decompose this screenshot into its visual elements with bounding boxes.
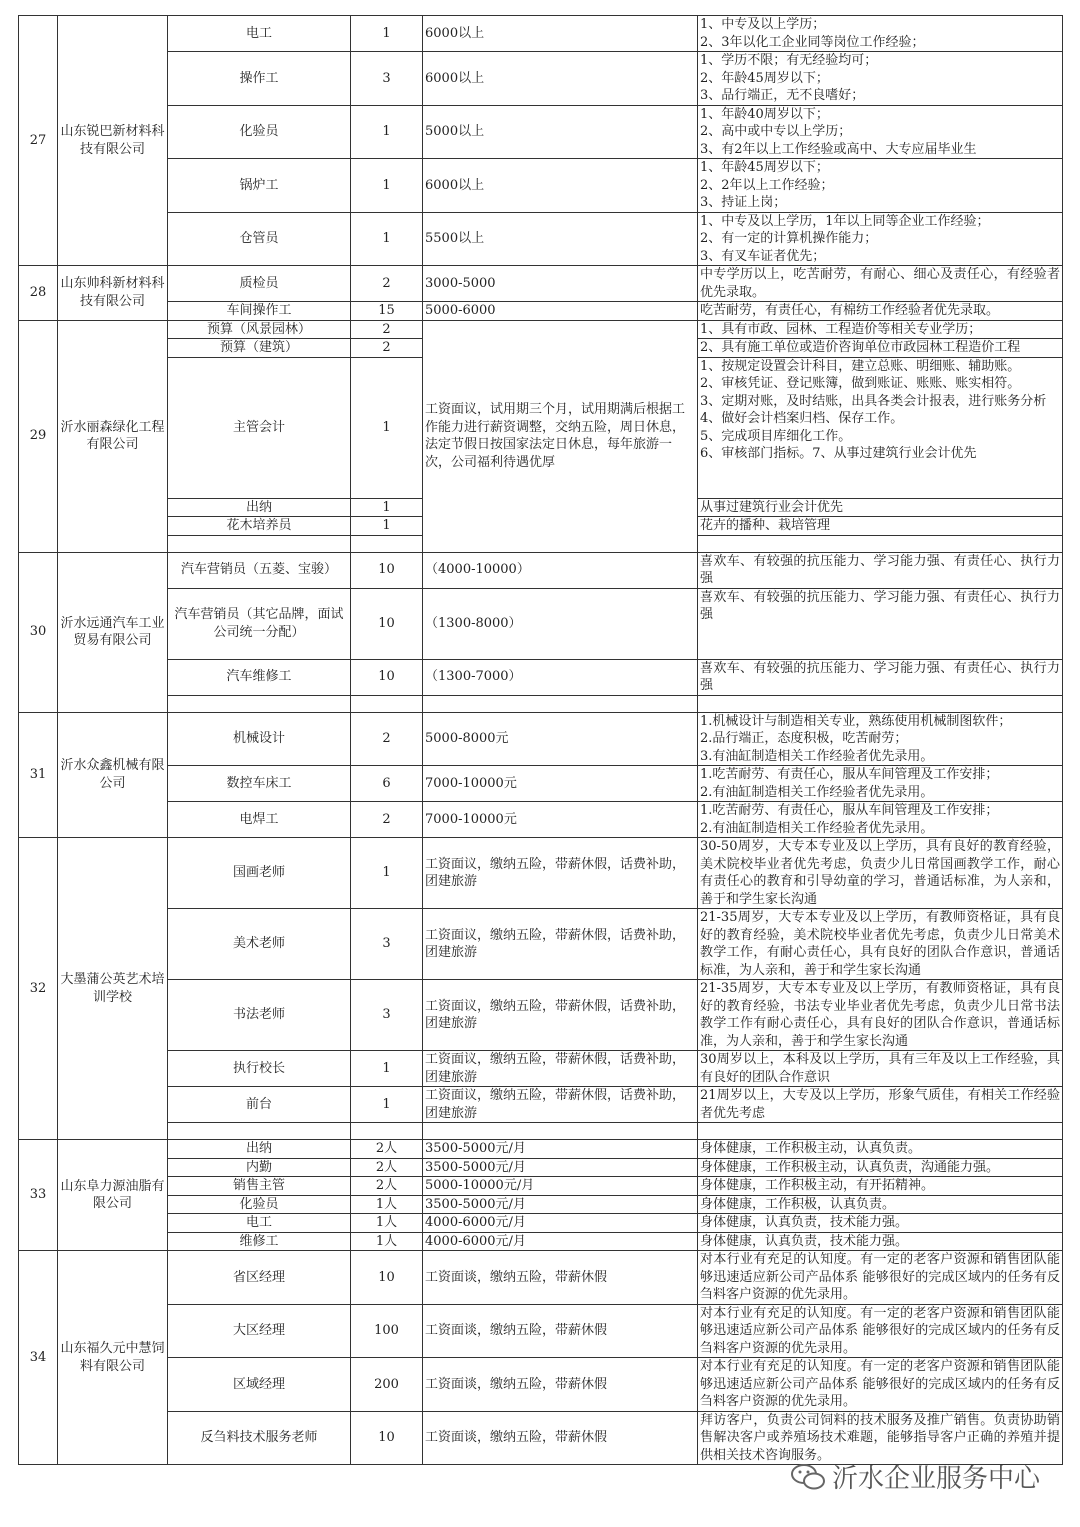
requirements: 1、中专及以上学历； 2、3年以化工企业同等岗位工作经验； [698,16,1063,52]
requirements: 1.吃苦耐劳、有责任心，服从车间管理及工作安排； 2.有油缸制造相关工作经验者优先录用。 [698,802,1063,838]
requirements: 喜欢车、有较强的抗压能力、学习能力强、有责任心、执行力强 [698,659,1063,695]
requirements: 1、具有市政、园林、工程造价等相关专业学历； [698,320,1063,339]
salary: 工资面议，缴纳五险，带薪休假，话费补助，团建旅游 [423,838,698,909]
headcount: 1 [351,212,423,266]
headcount: 3 [351,980,423,1051]
headcount: 200 [351,1358,423,1412]
position: 维修工 [168,1232,351,1251]
table-row [19,1251,1063,1305]
requirements: 1.吃苦耐劳、有责任心，服从车间管理及工作安排； 2.有油缸制造相关工作经验者优先录用。 [698,766,1063,802]
requirements: 身体健康，工作积极主动，有开拓精神。 [698,1177,1063,1196]
position [168,535,351,552]
position: 预算（建筑） [168,339,351,358]
salary: （1300-8000） [423,588,698,659]
position: 省区经理 [168,1251,351,1305]
headcount: 2 [351,802,423,838]
salary: 4000-6000元/月 [423,1214,698,1233]
headcount [351,1123,423,1140]
position: 操作工 [168,52,351,106]
table-row [19,838,1063,909]
table-row [19,212,1063,266]
position: 汽车营销员（其它品牌，面试公司统一分配） [168,588,351,659]
salary: 3500-5000元/月 [423,1195,698,1214]
salary: 5000-10000元/月 [423,1177,698,1196]
requirements: 中专学历以上，吃苦耐劳，有耐心、细心及责任心，有经验者优先录取。 [698,266,1063,302]
position: 质检员 [168,266,351,302]
headcount: 1人 [351,1232,423,1251]
salary: 5000以上 [423,105,698,159]
table-row [19,1177,1063,1196]
salary [423,1123,698,1140]
salary: 7000-10000元 [423,766,698,802]
position: 前台 [168,1087,351,1123]
headcount: 3 [351,52,423,106]
table-row [19,1087,1063,1123]
requirements [698,695,1063,712]
headcount: 10 [351,1411,423,1465]
salary: 工资面谈，缴纳五险，带薪休假 [423,1304,698,1358]
headcount: 1 [351,159,423,213]
headcount: 1 [351,1051,423,1087]
requirements: 1、年龄45周岁以下； 2、2年以上工作经验； 3、持证上岗； [698,159,1063,213]
salary: 3000-5000 [423,266,698,302]
headcount: 2人 [351,1158,423,1177]
headcount: 100 [351,1304,423,1358]
position [168,695,351,712]
table-row [19,980,1063,1051]
table-row [19,1411,1063,1465]
requirements: 30周岁以上，本科及以上学历，具有三年及以上工作经验，具有良好的团队合作意识 [698,1051,1063,1087]
requirements: 从事过建筑行业会计优先 [698,498,1063,517]
requirements: 对本行业有充足的认知度。有一定的老客户资源和销售团队能够迅速适应新公司产品体系 能够很好的完成区域内的任务有反刍料客户资源的优先录用。 [698,1358,1063,1412]
position [168,1123,351,1140]
salary: 工资面议，试用期三个月，试用期满后根据工作能力进行薪资调整，交纳五险，周日休息，法定节假日按国家法定日休息，每年旅游一次，公司福利待遇优厚 [423,320,698,552]
requirements: 拜访客户，负责公司饲料的技术服务及推广销售。负责协助销售解决客户或养殖场技术难题，能够指导客户正确的养殖并提供相关技术咨询服务。 [698,1411,1063,1465]
salary: 5500以上 [423,212,698,266]
row-number: 34 [19,1251,58,1465]
headcount: 1人 [351,1195,423,1214]
table-row [19,1123,1063,1140]
position: 数控车床工 [168,766,351,802]
table-row [19,1214,1063,1233]
headcount: 1人 [351,1214,423,1233]
position: 反刍料技术服务老师 [168,1411,351,1465]
headcount: 10 [351,588,423,659]
position: 花木培养员 [168,517,351,536]
position: 国画老师 [168,838,351,909]
salary: 4000-6000元/月 [423,1232,698,1251]
table-row [19,1232,1063,1251]
table-row [19,302,1063,321]
table-row [19,1158,1063,1177]
company-name: 沂水众鑫机械有限公司 [58,712,168,838]
table-row [19,52,1063,106]
watermark-text: 沂水企业服务中心 [832,1464,1041,1494]
headcount: 2人 [351,1177,423,1196]
headcount: 1 [351,105,423,159]
headcount: 1 [351,357,423,498]
table-row [19,712,1063,766]
position: 销售主管 [168,1177,351,1196]
job-table [18,15,1063,1465]
salary: 5000-8000元 [423,712,698,766]
position: 电焊工 [168,802,351,838]
requirements: 花卉的播种、栽培管理 [698,517,1063,536]
requirements: 1、中专及以上学历，1年以上同等企业工作经验； 2、有一定的计算机操作能力； 3、有叉车证者优先； [698,212,1063,266]
position: 内勤 [168,1158,351,1177]
position: 电工 [168,1214,351,1233]
requirements: 身体健康，工作积极，认真负责。 [698,1195,1063,1214]
position: 区域经理 [168,1358,351,1412]
position: 书法老师 [168,980,351,1051]
row-number: 27 [19,16,58,266]
headcount: 10 [351,552,423,588]
requirements: 喜欢车、有较强的抗压能力、学习能力强、有责任心、执行力强 [698,552,1063,588]
position: 汽车营销员（五菱、宝骏） [168,552,351,588]
salary: 工资面谈，缴纳五险，带薪休假 [423,1251,698,1305]
position: 预算（风景园林） [168,320,351,339]
position: 化验员 [168,105,351,159]
headcount: 2 [351,712,423,766]
watermark [790,1458,1040,1495]
salary: 3500-5000元/月 [423,1158,698,1177]
salary: （1300-7000） [423,659,698,695]
salary: 6000以上 [423,159,698,213]
position: 大区经理 [168,1304,351,1358]
headcount: 2 [351,320,423,339]
position: 汽车维修工 [168,659,351,695]
row-number: 29 [19,320,58,552]
company-name: 沂水丽森绿化工程有限公司 [58,320,168,552]
requirements: 吃苦耐劳，有责任心，有棉纺工作经验者优先录取。 [698,302,1063,321]
requirements: 21-35周岁，大专本专业及以上学历，有教师资格证，具有良好的教育经验，美术院校毕业者优先考虑，负责少儿日常美术教学工作，有耐心责任心，具有良好的团队合作意识，普通话标准，为人亲和，善于和学生家长沟通 [698,909,1063,980]
salary: 工资面议，缴纳五险，带薪休假，话费补助，团建旅游 [423,909,698,980]
headcount: 1 [351,16,423,52]
salary: 7000-10000元 [423,802,698,838]
position: 电工 [168,16,351,52]
company-name: 山东帅科新材料科技有限公司 [58,266,168,321]
company-name: 山东阜力源油脂有限公司 [58,1140,168,1251]
position: 车间操作工 [168,302,351,321]
table-row [19,552,1063,588]
requirements: 21周岁以上，大专及以上学历，形象气质佳，有相关工作经验者优先考虑 [698,1087,1063,1123]
position: 化验员 [168,1195,351,1214]
headcount [351,695,423,712]
company-name: 沂水远通汽车工业贸易有限公司 [58,552,168,712]
table-row [19,16,1063,52]
salary: 6000以上 [423,52,698,106]
company-name: 山东福久元中慧饲料有限公司 [58,1251,168,1465]
table-row [19,1304,1063,1358]
table-row [19,159,1063,213]
salary [423,695,698,712]
table-row [19,766,1063,802]
table-row [19,1140,1063,1159]
requirements: 1、学历不限；有无经验均可； 2、年龄45周岁以下； 3、品行端正，无不良嗜好； [698,52,1063,106]
company-name: 山东锐巴新材料科技有限公司 [58,16,168,266]
requirements: 身体健康，认真负责，技术能力强。 [698,1214,1063,1233]
requirements: 1、按规定设置会计科目，建立总账、明细账、辅助账。 2、审核凭证、登记账簿，做到账证、账账、账实相符。 3、定期对账，及时结账，出具各类会计报表，进行账务分析 4、做好会计档案归档、保存工作。 5、完成项目库细化工作。 6、审核部门指标。7、从事过建筑行业会计优先 [698,357,1063,498]
requirements [698,535,1063,552]
headcount: 15 [351,302,423,321]
row-number: 31 [19,712,58,838]
headcount: 1 [351,517,423,536]
salary: 6000以上 [423,16,698,52]
headcount: 10 [351,1251,423,1305]
table-row [19,695,1063,712]
requirements: 对本行业有充足的认知度。有一定的老客户资源和销售团队能够迅速适应新公司产品体系 能够很好的完成区域内的任务有反刍料客户资源的优先录用。 [698,1304,1063,1358]
table-row [19,320,1063,339]
position: 机械设计 [168,712,351,766]
table-row [19,105,1063,159]
salary: 工资面议，缴纳五险，带薪休假，话费补助，团建旅游 [423,980,698,1051]
row-number: 28 [19,266,58,321]
position: 美术老师 [168,909,351,980]
salary: 5000-6000 [423,302,698,321]
table-row [19,588,1063,659]
headcount: 2 [351,266,423,302]
position: 主管会计 [168,357,351,498]
salary: 工资面谈，缴纳五险，带薪休假 [423,1358,698,1412]
requirements: 喜欢车、有较强的抗压能力、学习能力强、有责任心、执行力强 [698,588,1063,659]
requirements [698,1123,1063,1140]
salary: （4000-10000） [423,552,698,588]
headcount: 6 [351,766,423,802]
position: 出纳 [168,498,351,517]
requirements: 21-35周岁，大专本专业及以上学历，有教师资格证，具有良好的教育经验，书法专业毕业者优先考虑，负责少儿日常书法教学工作有耐心责任心，具有良好的团队合作意识，普通话标准，为人亲和，善于和学生家长沟通 [698,980,1063,1051]
headcount: 3 [351,909,423,980]
requirements: 1、年龄40周岁以下； 2、高中或中专以上学历； 3、有2年以上工作经验或高中、大专应届毕业生 [698,105,1063,159]
table-row [19,802,1063,838]
table-row [19,659,1063,695]
position: 锅炉工 [168,159,351,213]
table-row [19,1195,1063,1214]
wechat-icon [790,1462,826,1492]
table-row [19,1358,1063,1412]
salary: 工资面议，缴纳五险，带薪休假，话费补助，团建旅游 [423,1087,698,1123]
headcount [351,535,423,552]
requirements: 2、具有施工单位或造价咨询单位市政园林工程造价工程 [698,339,1063,358]
row-number: 32 [19,838,58,1140]
salary: 3500-5000元/月 [423,1140,698,1159]
headcount: 1 [351,498,423,517]
requirements: 1.机械设计与制造相关专业，熟练使用机械制图软件； 2.品行端正，态度积极，吃苦耐劳； 3.有油缸制造相关工作经验者优先录用。 [698,712,1063,766]
company-name: 大墨蒲公英艺术培训学校 [58,838,168,1140]
position: 仓管员 [168,212,351,266]
requirements: 对本行业有充足的认知度。有一定的老客户资源和销售团队能够迅速适应新公司产品体系 能够很好的完成区域内的任务有反刍料客户资源的优先录用。 [698,1251,1063,1305]
row-number: 33 [19,1140,58,1251]
salary: 工资面谈，缴纳五险，带薪休假 [423,1411,698,1465]
headcount: 1 [351,1087,423,1123]
headcount: 1 [351,838,423,909]
position: 执行校长 [168,1051,351,1087]
table-row [19,1051,1063,1087]
table-row [19,909,1063,980]
headcount: 2 [351,339,423,358]
position: 出纳 [168,1140,351,1159]
row-number: 30 [19,552,58,712]
table-row [19,266,1063,302]
requirements: 身体健康，工作积极主动，认真负责，沟通能力强。 [698,1158,1063,1177]
headcount: 10 [351,659,423,695]
requirements: 身体健康，认真负责，技术能力强。 [698,1232,1063,1251]
requirements: 身体健康，工作积极主动，认真负责。 [698,1140,1063,1159]
requirements: 30-50周岁，大专本专业及以上学历，具有良好的教育经验，美术院校毕业者优先考虑，负责少儿日常国画教学工作，耐心有责任心的教育和引导幼童的学习，普通话标准，为人亲和，善于和学生家长沟通 [698,838,1063,909]
headcount: 2人 [351,1140,423,1159]
salary: 工资面议，缴纳五险，带薪休假，话费补助，团建旅游 [423,1051,698,1087]
